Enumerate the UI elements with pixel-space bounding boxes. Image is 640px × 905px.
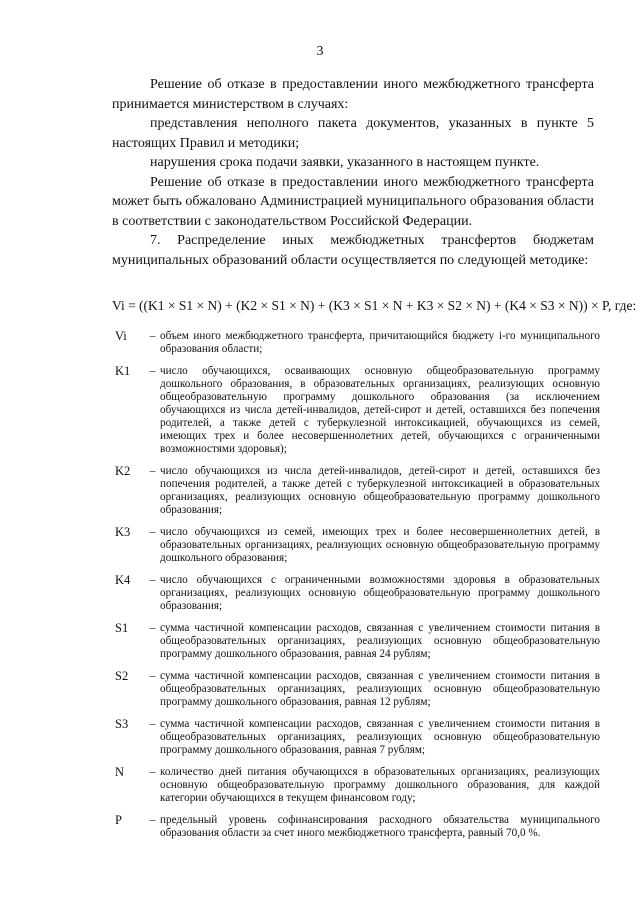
definition-dash: – [149, 574, 156, 586]
definition-symbol: K2 [115, 464, 131, 478]
definition-symbol: P [115, 813, 122, 827]
definition-symbol: K3 [115, 525, 131, 539]
definition-s1 [115, 622, 600, 661]
definition-text: сумма частичной компенсации расходов, связанная с увеличением стоимости питания в общеобразовательных организациях, реализующих основную общеобразовательную программу дошкольного образования, равная 12 рублям; [160, 670, 600, 708]
paragraph-refusal-cases: Решение об отказе в предоставлении иного межбюджетного трансферта принимается министерством в случаях: [112, 77, 594, 112]
definition-text: число обучающихся из числа детей-инвалидов, детей-сирот и детей, оставшихся без попечения родителей, а также детей с туберкулезной интоксикацией в образовательных организациях, реализующих основную общеобразовательную программу дошкольного образования; [160, 465, 600, 516]
definition-text: объем иного межбюджетного трансферта, причитающийся бюджету i-го муниципального образования области; [160, 330, 600, 355]
definition-text: предельный уровень софинансирования расходного обязательства муниципального образования области за счет иного межбюджетного трансферта, равный 70,0 %. [160, 814, 600, 839]
definition-symbol: S1 [115, 621, 129, 635]
definition-k1 [115, 365, 600, 456]
definition-dash: – [149, 718, 156, 730]
definition-dash: – [149, 465, 156, 477]
distribution-formula: Vi = ((K1 × S1 × N) + (K2 × S1 × N) + (K3 × S1 × N + K3 × S2 × N) + (K4 × S3 × N)) × P, где: [112, 298, 637, 313]
definition-dash: – [149, 526, 156, 538]
definition-k4 [115, 574, 600, 613]
paragraph-appeal: Решение об отказе в предоставлении иного межбюджетного трансферта может быть обжаловано Администрацией муниципального образования области в соответствии с законодательством Российской Федерации. [112, 174, 594, 229]
formula-definitions [115, 330, 600, 849]
definition-dash: – [149, 365, 156, 377]
paragraph-deadline-violation: нарушения срока подачи заявки, указанного в настоящем пункте. [150, 155, 540, 170]
definition-k2 [115, 465, 600, 517]
definition-symbol: K4 [115, 573, 131, 587]
definition-text: число обучающихся из семей, имеющих трех и более несовершеннолетних детей, в образовательных организациях, реализующих основную общеобразовательную программу дошкольного образования; [160, 526, 600, 564]
definition-dash: – [149, 766, 156, 778]
definition-symbol: K1 [115, 364, 131, 378]
definition-symbol: N [115, 765, 125, 779]
definition-text: число обучающихся с ограниченными возможностями здоровья в образовательных организациях, реализующих основную общеобразовательную программу дошкольного образования; [160, 574, 600, 612]
definition-vi [115, 330, 600, 356]
page-number: 3 [316, 44, 324, 59]
body-text [112, 75, 594, 270]
definition-dash: – [149, 814, 156, 826]
definition-k3 [115, 526, 600, 565]
definition-text: сумма частичной компенсации расходов, связанная с увеличением стоимости питания в общеобразовательных организациях, реализующих основную общеобразовательную программу дошкольного образования, равная 7 рублям; [160, 718, 600, 756]
definition-dash: – [149, 670, 156, 682]
definition-text: число обучающихся, осваивающих основную общеобразовательную программу дошкольного образования, в образовательных организациях, реализующих основную общеобразовательную программу дошкольного образования (за исключением обучающихся из числа детей-инвалидов, детей-сирот и детей, оставшихся без попечения родителей, а также детей с туберкулезной интоксикацией, обучающихся из семей, имеющих трех и более несовершеннолетних детей, обучающихся с ограниченными возможностями здоровья); [160, 365, 600, 455]
definition-text: сумма частичной компенсации расходов, связанная с увеличением стоимости питания в общеобразовательных организациях, реализующих основную общеобразовательную программу дошкольного образования, равная 24 рублям; [160, 622, 600, 660]
definition-dash: – [149, 330, 156, 342]
paragraph-distribution-method: 7. Распределение иных межбюджетных трансфертов бюджетам муниципальных образований области осуществляется по следующей методике: [112, 233, 594, 268]
definition-s3 [115, 718, 600, 757]
definition-dash: – [149, 622, 156, 634]
definition-symbol: S3 [115, 717, 129, 731]
definition-symbol: S2 [115, 669, 129, 683]
definition-s2 [115, 670, 600, 709]
definition-text: количество дней питания обучающихся в образовательных организациях, реализующих основную общеобразовательную программу дошкольного образования, для каждой категории обучающихся в текущем финансовом году; [160, 766, 600, 804]
paragraph-incomplete-package: представления неполного пакета документов, указанных в пункте 5 настоящих Правил и методики; [112, 116, 594, 151]
definition-n [115, 766, 600, 805]
definition-p [115, 814, 600, 840]
definition-symbol: Vi [115, 329, 127, 343]
